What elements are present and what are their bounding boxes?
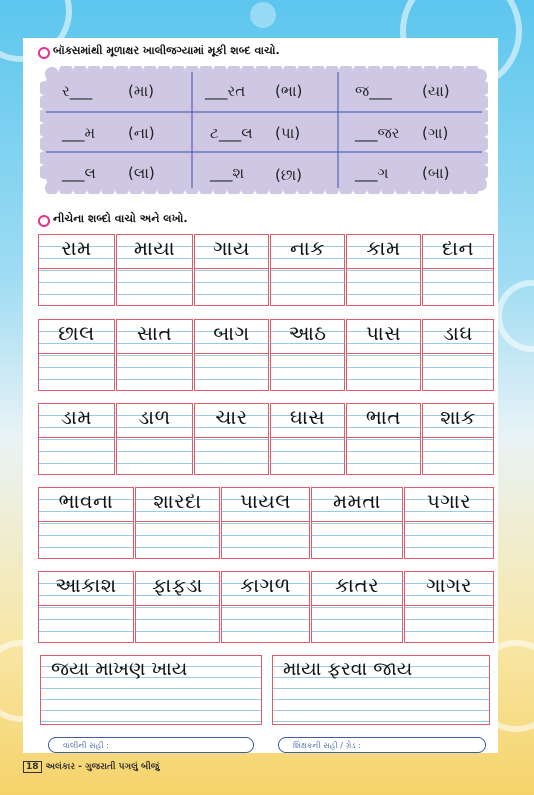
word-practice-box [221,571,310,643]
fill-blank-word: ___શ [210,164,245,182]
word-practice-box [346,403,421,475]
letter-hint: (બા) [422,164,450,182]
letter-hint: (ના) [128,124,155,142]
sentence-label: માયા ફરવા જાય [283,658,413,680]
word-practice-box [270,234,345,306]
word-practice-box [270,319,345,391]
word-label: આકાશ [55,573,117,597]
page-number: 18 [23,761,42,773]
sentence-practice-box [40,655,262,725]
word-label: ભાવના [58,489,114,513]
word-practice-box [404,487,494,559]
word-label: કાતર [334,573,380,597]
word-practice-box [221,487,310,559]
word-label: ગાય [213,236,250,260]
word-label: આઠ [288,321,327,345]
word-label: દાન [442,236,474,260]
parent-signature-field[interactable]: વાલીની સહી : [48,737,254,753]
instruction-heading: નીચેના શબ્દો વાચો અને લખો. [53,212,188,225]
word-practice-box [346,319,421,391]
word-practice-box [270,403,345,475]
word-practice-box [422,234,494,306]
word-practice-box [38,403,115,475]
word-label: પાયલ [240,489,291,513]
fill-blank-word: ટ___લ [210,124,253,142]
letter-hint: (યા) [422,82,450,100]
word-label: પાસ [365,321,402,345]
word-label: માયા [133,236,176,260]
word-label: સાત [136,321,173,345]
word-label: ફાફડા [152,573,203,597]
word-label: ઘાસ [289,405,326,429]
word-label: બાગ [213,321,250,345]
word-label: કામ [366,236,401,260]
fill-blank-word: ___જર [355,124,400,142]
word-practice-box [194,234,269,306]
bullet-icon [38,47,50,59]
word-practice-box [346,234,421,306]
word-label: ડાળ [138,405,171,429]
word-practice-box [38,487,134,559]
word-practice-box [116,234,193,306]
word-practice-box [194,319,269,391]
word-practice-box [422,319,494,391]
fill-blank-word: ___ગ [355,164,389,182]
word-label: ડામ [61,405,92,429]
decor-circle [250,2,276,28]
word-label: મમતા [333,489,381,513]
word-label: ચાર [215,405,248,429]
letter-hint: (ગા) [422,124,449,142]
fill-blank-word: ___મ [62,124,96,142]
word-label: કાગળ [240,573,291,597]
word-practice-box [194,403,269,475]
word-label: શાક [440,405,476,429]
word-label: રામ [61,236,92,260]
word-practice-box [311,487,403,559]
instruction-heading: બૉક્સમાંથી મૂળાક્ષર ખાલીજગ્યામાં મૂકી શબ્દ વાચો. [53,44,280,57]
letter-hint: (ભા) [275,82,303,100]
sentence-label: જયા માખણ ખાય [51,658,188,680]
letter-hint: (છા) [275,166,302,184]
word-label: ગાગર [426,573,472,597]
page-footer [23,761,159,773]
word-practice-box [38,234,115,306]
word-practice-box [422,403,494,475]
letter-hint: (લા) [128,164,155,182]
word-label: પગાર [426,489,472,513]
sentence-practice-box [272,655,490,725]
word-practice-box [116,319,193,391]
fill-blank-word: ___રત [205,82,246,100]
word-practice-box [404,571,494,643]
fill-blank-word: ર___ [62,82,93,100]
fill-blank-word: જ___ [355,82,392,100]
word-label: ડાઘ [443,321,473,345]
letter-hint: (પા) [275,124,301,142]
teacher-signature-field[interactable]: શિક્ષકની સહી / ગ્રેડ : [278,737,486,753]
word-label: નાક [290,236,325,260]
word-practice-box [311,571,403,643]
decor-circle [496,280,534,352]
word-practice-box [38,571,134,643]
book-title: અલંકાર - ગુજરાતી પગલું બીજું [45,762,160,772]
bullet-icon [38,215,50,227]
letter-box-panel [40,66,488,194]
word-label: છાલ [58,321,95,345]
word-practice-box [116,403,193,475]
fill-blank-word: ___લ [62,164,96,182]
word-practice-box [135,571,220,643]
letter-hint: (મા) [128,82,154,100]
word-label: શારદા [153,489,202,513]
word-practice-box [135,487,220,559]
word-practice-box [38,319,115,391]
word-label: ભાત [365,405,402,429]
